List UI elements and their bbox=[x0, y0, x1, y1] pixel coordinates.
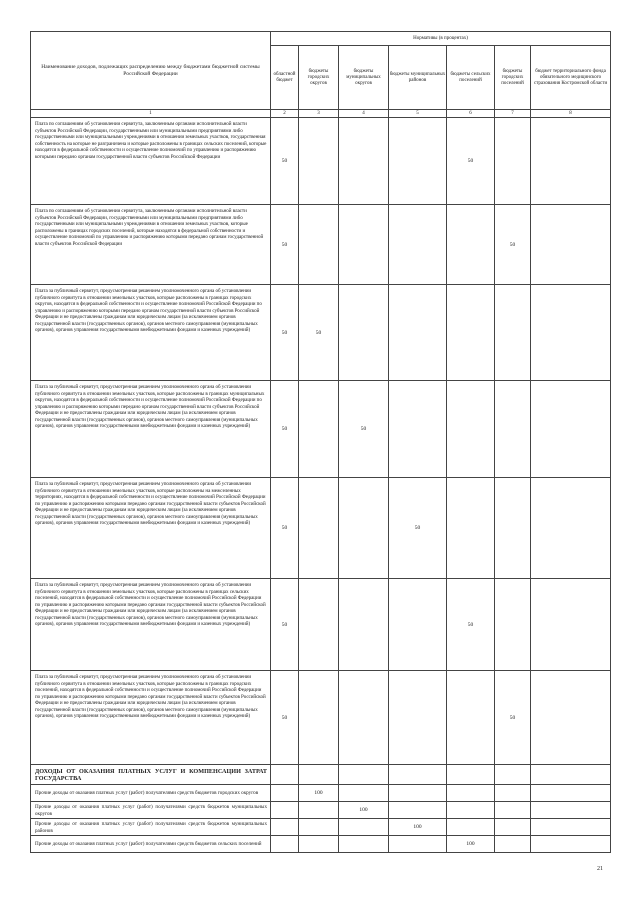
row-value bbox=[531, 285, 611, 381]
row-value: 100 bbox=[339, 802, 389, 819]
column-number: 4 bbox=[339, 110, 389, 118]
row-value: 100 bbox=[389, 819, 447, 836]
row-value bbox=[531, 118, 611, 205]
row-value bbox=[447, 478, 495, 579]
table-row bbox=[31, 579, 611, 671]
row-value bbox=[389, 785, 447, 802]
table-row bbox=[31, 478, 611, 579]
table-row bbox=[31, 802, 611, 819]
name-column-header: Наименование доходов, подлежащих распределению между бюджетами бюджетной системы Российской Федерации bbox=[31, 32, 271, 110]
row-value bbox=[299, 671, 339, 765]
row-value bbox=[495, 579, 531, 671]
row-description: Плата за публичный сервитут, предусмотренная решением уполномоченного органа об установлении публичного сервитута в отношении земельных участков, которые расположены в границах городских поселений, находятся в федеральной собственности и осуществление полномочий Российской Федерации по управлению и распоряжению которыми передано органам государственной власти субъектов Российской Федерации и не предоставлены гражданам или юридическим лицам (за исключением органов государственной власти (государственных органов), органов местного самоуправления (муниципальных органов), органов управления государственными внебюджетными фондами и казенных учреждений) bbox=[31, 671, 271, 765]
column-header: бюджеты сельских поселений bbox=[447, 46, 495, 110]
row-value bbox=[389, 381, 447, 478]
row-value bbox=[339, 671, 389, 765]
column-number: 6 bbox=[447, 110, 495, 118]
row-description: Плата по соглашениям об установлении сервитута, заключенным органами исполнительной власти субъектов Российской Федерации, государственными или муниципальными предприятиями либо государственными или муниципальными учреждениями в отношении земельных участков, государственная собственность на которые не разграничена и которые расположены в границах сельских поселений, которые находятся в федеральной собственности и осуществление полномочий по управлению и распоряжению которыми передано органам государственной власти субъектов Российской Федерации bbox=[31, 118, 271, 205]
column-header: бюджеты муниципальных районов bbox=[389, 46, 447, 110]
row-value bbox=[339, 478, 389, 579]
row-value bbox=[299, 836, 339, 853]
row-value: 50 bbox=[271, 478, 299, 579]
row-value bbox=[299, 381, 339, 478]
row-value bbox=[389, 285, 447, 381]
table-row bbox=[31, 819, 611, 836]
row-value bbox=[495, 478, 531, 579]
row-value: 50 bbox=[389, 478, 447, 579]
column-header: бюджеты муниципальных округов bbox=[339, 46, 389, 110]
row-value bbox=[389, 836, 447, 853]
table-row bbox=[31, 381, 611, 478]
row-value bbox=[531, 671, 611, 765]
row-value bbox=[339, 285, 389, 381]
row-value: 50 bbox=[495, 671, 531, 765]
row-description: Прочие доходы от оказания платных услуг (работ) получателями средств бюджетов муниципальных районов bbox=[31, 819, 271, 836]
row-value bbox=[447, 671, 495, 765]
row-value bbox=[389, 118, 447, 205]
distribution-table bbox=[30, 31, 611, 853]
row-value bbox=[447, 285, 495, 381]
row-value bbox=[447, 381, 495, 478]
row-value bbox=[299, 802, 339, 819]
row-value: 50 bbox=[271, 381, 299, 478]
row-description: Плата за публичный сервитут, предусмотренная решением уполномоченного органа об установлении публичного сервитута в отношении земельных участков, которые расположены в границах городских округов, находятся в федеральной собственности и осуществление полномочий Российской Федерации по управлению и распоряжению которыми передано органам государственной власти субъектов Российской Федерации и не предоставлены гражданам или юридическим лицам (за исключением органов государственной власти (государственных органов), органов местного самоуправления (муниципальных органов), органов управления государственными внебюджетными фондами и казенных учреждений) bbox=[31, 285, 271, 381]
page-number: 21 bbox=[597, 866, 603, 872]
row-value: 50 bbox=[495, 205, 531, 285]
row-value bbox=[495, 802, 531, 819]
row-value bbox=[531, 819, 611, 836]
table-row bbox=[31, 836, 611, 853]
section-row bbox=[31, 765, 611, 785]
row-description: Прочие доходы от оказания платных услуг (работ) получателями средств бюджетов городских округов bbox=[31, 785, 271, 802]
column-number: 8 bbox=[531, 110, 611, 118]
row-value bbox=[339, 819, 389, 836]
row-value: 100 bbox=[447, 836, 495, 853]
section-title: ДОХОДЫ ОТ ОКАЗАНИЯ ПЛАТНЫХ УСЛУГ И КОМПЕНСАЦИИ ЗАТРАТ ГОСУДАРСТВА bbox=[31, 765, 271, 785]
row-value: 50 bbox=[447, 579, 495, 671]
row-value bbox=[389, 205, 447, 285]
row-description: Плата за публичный сервитут, предусмотренная решением уполномоченного органа об установлении публичного сервитута в отношении земельных участков, которые расположены на межселенных территориях, находятся в федеральной собственности и осуществление полномочий Российской Федерации по управлению и распоряжению которыми передано органам государственной власти субъектов Российской Федерации и не предоставлены гражданам или юридическим лицам (за исключением органов государственной власти (государственных органов), органов местного самоуправления (муниципальных органов), органов управления государственными внебюджетными фондами и казенных учреждений) bbox=[31, 478, 271, 579]
row-value bbox=[299, 478, 339, 579]
column-numbers-row bbox=[31, 110, 611, 118]
column-number: 1 bbox=[31, 110, 271, 118]
column-number: 2 bbox=[271, 110, 299, 118]
row-value: 50 bbox=[271, 285, 299, 381]
table-row bbox=[31, 785, 611, 802]
column-number: 3 bbox=[299, 110, 339, 118]
row-value bbox=[271, 836, 299, 853]
row-value bbox=[447, 802, 495, 819]
row-value bbox=[389, 671, 447, 765]
column-number: 5 bbox=[389, 110, 447, 118]
row-value: 50 bbox=[271, 205, 299, 285]
row-description: Прочие доходы от оказания платных услуг (работ) получателями средств бюджетов муниципальных округов bbox=[31, 802, 271, 819]
table-row bbox=[31, 671, 611, 765]
row-description: Прочие доходы от оказания платных услуг (работ) получателями средств бюджетов сельских поселений bbox=[31, 836, 271, 853]
row-value bbox=[495, 381, 531, 478]
row-value bbox=[339, 205, 389, 285]
row-value bbox=[299, 579, 339, 671]
row-value bbox=[339, 785, 389, 802]
row-value bbox=[389, 579, 447, 671]
row-value bbox=[531, 205, 611, 285]
row-value bbox=[531, 802, 611, 819]
row-value bbox=[339, 836, 389, 853]
row-value bbox=[531, 579, 611, 671]
column-header: бюджеты городских округов bbox=[299, 46, 339, 110]
row-value bbox=[531, 836, 611, 853]
row-value: 50 bbox=[339, 381, 389, 478]
column-number: 7 bbox=[495, 110, 531, 118]
column-header: областной бюджет bbox=[271, 46, 299, 110]
column-header: бюджеты городских поселений bbox=[495, 46, 531, 110]
row-value: 50 bbox=[271, 579, 299, 671]
row-value bbox=[531, 785, 611, 802]
row-value bbox=[531, 478, 611, 579]
row-value: 50 bbox=[271, 118, 299, 205]
row-value bbox=[447, 819, 495, 836]
row-value bbox=[271, 819, 299, 836]
row-value: 100 bbox=[299, 785, 339, 802]
row-value bbox=[495, 118, 531, 205]
row-value bbox=[495, 785, 531, 802]
row-value bbox=[531, 381, 611, 478]
row-value bbox=[339, 579, 389, 671]
row-description: Плата за публичный сервитут, предусмотренная решением уполномоченного органа об установлении публичного сервитута в отношении земельных участков, которые расположены в границах муниципальных округов, находятся в федеральной собственности и осуществление полномочий Российской Федерации по управлению и распоряжению которыми передано органам государственной власти субъектов Российской Федерации и не предоставлены гражданам или юридическим лицам (за исключением органов государственной власти (государственных органов), органов местного самоуправления (муниципальных органов), органов управления государственными внебюджетными фондами и казенных учреждений) bbox=[31, 381, 271, 478]
row-value bbox=[447, 785, 495, 802]
row-value: 50 bbox=[299, 285, 339, 381]
row-value bbox=[447, 205, 495, 285]
row-description: Плата по соглашениям об установлении сервитута, заключенным органами исполнительной власти субъектов Российской Федерации, государственными или муниципальными предприятиями либо государственными или муниципальными учреждениями в отношении земельных участков, которые расположены в границах городских поселений, которые находятся в федеральной собственности и осуществление полномочий по управлению и распоряжению которыми передано органам государственной власти субъектов Российской Федерации bbox=[31, 205, 271, 285]
row-value bbox=[271, 802, 299, 819]
row-value bbox=[299, 118, 339, 205]
row-value bbox=[271, 785, 299, 802]
row-value bbox=[299, 205, 339, 285]
row-value bbox=[339, 118, 389, 205]
norms-header: Нормативы (в процентах) bbox=[271, 32, 611, 46]
table-row bbox=[31, 118, 611, 205]
row-value bbox=[495, 836, 531, 853]
row-description: Плата за публичный сервитут, предусмотренная решением уполномоченного органа об установлении публичного сервитута в отношении земельных участков, которые расположены в границах сельских поселений, находятся в федеральной собственности и осуществление полномочий Российской Федерации по управлению и распоряжению которыми передано органам государственной власти субъектов Российской Федерации и не предоставлены гражданам или юридическим лицам (за исключением органов государственной власти (государственных органов), органов местного самоуправления (муниципальных органов), органов управления государственными внебюджетными фондами и казенных учреждений) bbox=[31, 579, 271, 671]
row-value bbox=[495, 819, 531, 836]
table-row bbox=[31, 205, 611, 285]
table-row bbox=[31, 285, 611, 381]
column-header: бюджет территориального фонда обязательного медицинского страхования Костромской области bbox=[531, 46, 611, 110]
row-value: 50 bbox=[271, 671, 299, 765]
row-value bbox=[299, 819, 339, 836]
row-value: 50 bbox=[447, 118, 495, 205]
row-value bbox=[389, 802, 447, 819]
row-value bbox=[495, 285, 531, 381]
